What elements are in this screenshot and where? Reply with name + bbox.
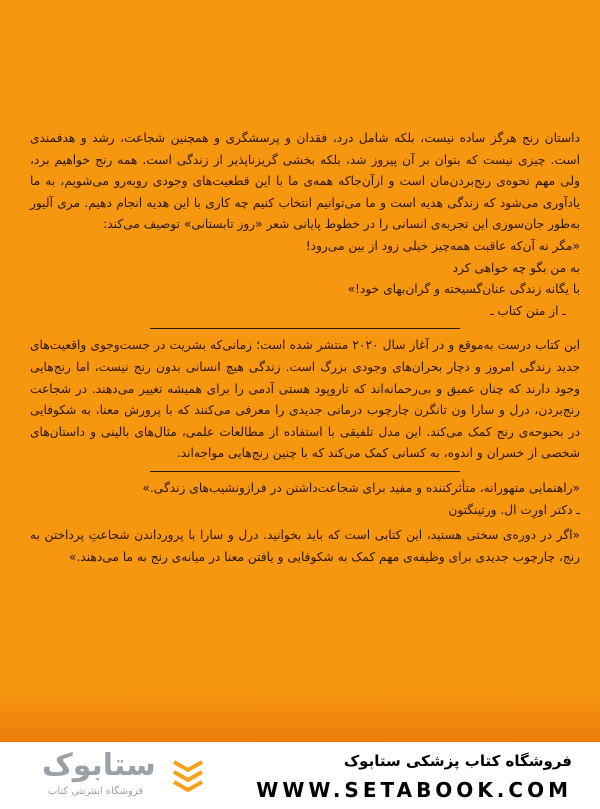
logo-tagline: فروشگاه اینترنتی کتاب [48,786,144,797]
store-url-link[interactable]: WWW.SETABOOK.COM [256,778,572,802]
blurb-quote: «راهنمایی متهورانه، متأثرکننده و مفید برای شجاعت‌داشتن در فرازونشیب‌های زندگی.» [142,480,580,495]
logo-wordmark: ستابوک [42,748,156,783]
book-stack-icon [170,754,206,798]
excerpt-source: ـ از متن کتاب ـ [489,303,566,318]
poem-excerpt [30,236,580,301]
store-logo[interactable] [28,748,206,804]
blurb-attribution: ـ دکتر اورِت ال. ورتینگتون [448,502,580,517]
divider [150,328,460,329]
poem-line: «مگر نه آن‌که عاقبت همه‌چیز خیلی زود از بین می‌رود! [305,238,580,253]
poem-line: با یگانه زندگی عنان‌گسیخته و گران‌بهای خود!» [347,282,580,297]
excerpt-paragraph: داستان رنج هرگز ساده نیست، بلکه شامل درد، فقدان و پرسشگری و همچنین شجاعت، رشد و هدفمندی است. چیزی نیست که بتوان بر آن پیروز شد، بلکه بخشی گریزناپذیر از زندگی است. همه رنج خواهیم برد، ولی مهم نحوه‌ی رنج‌بردن‌مان است و ازآن‌جاکه همه‌ی ما با این قطعیت‌های وجودی روبه‌رو می‌شویم، به ما یادآوری می‌شود که زندگی هدیه است و ما می‌توانیم انتخاب کنیم چه کاری با این هدیه انجام دهیم. مری آلیور به‌طور جان‌سوزی این تجربه‌ی انسانی را در خطوط پایانی شعر «روز تابستانی» توصیف می‌کند: [30,131,580,232]
divider [150,471,460,472]
description-paragraph: این کتاب درست به‌موقع و در آغاز سال ۲۰۲۰ منتشر شده است؛ زمانی‌که بشریت در جست‌وجوی واقعیت‌های جدید زندگی امروز و دچار بحران‌های وجودی بزرگ است. زندگی هیچ انسانی بدون رنج نیست، اما رنج‌هایی وجود دارند که چنان عمیق و بی‌رحمانه‌اند که تاروپود هستی آدمی را برای همیشه تغییر می‌دهند. در شجاعت رنج‌بردن، درل و سارا ون تانگرن چارچوب درمانی جدیدی را معرفی می‌کنند که با پرورش معنا، به شکوفایی در بحبوحه‌ی رنج کمک می‌کند. این مدل تلفیقی با استفاده از مطالعات علمی، مثال‌های بالینی و داستان‌های شخصی از خسران و اندوه، به کسانی کمک می‌کند که با چنین رنج‌هایی مواجه‌اند. [30,338,580,461]
blurb-quote: «اگر در دوره‌ی سختی هستید، این کتابی است که باید بخوانید. درل و سارا با پرورداندن شجاعتِ پرداختن به رنج، چارچوب جدیدی برای وظیفه‌ی مهم کمک به شکوفایی و یافتن معنا در میانه‌ی رنج به ما می‌دهند.» [30,528,580,564]
poem-line: به من بگو چه خواهی کرد [452,260,580,275]
store-name: فروشگاه کتاب پزشکی ستابوک [343,752,572,770]
watermark-footer [0,742,600,809]
page-bottom-fade [0,690,600,742]
back-cover-text [30,128,580,568]
